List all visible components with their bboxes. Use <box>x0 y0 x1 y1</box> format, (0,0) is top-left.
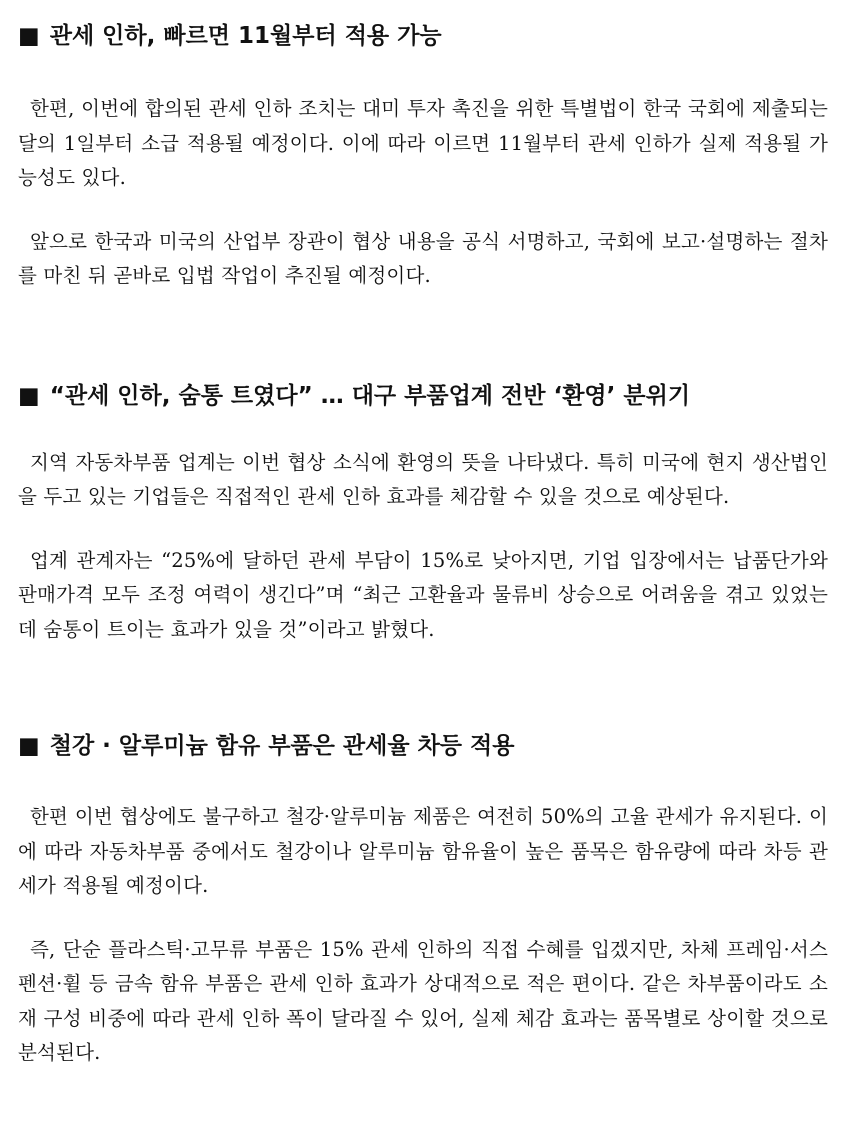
section-heading-text: “관세 인하, 숨통 트였다” … 대구 부품업계 전반 ‘환영’ 분위기 <box>49 382 691 409</box>
paragraph: 즉, 단순 플라스틱·고무류 부품은 15% 관세 인하의 직접 수혜를 입겠지만, 차체 프레임·서스펜션·휠 등 금속 함유 부품은 관세 인하 효과가 상대적으로 적은 편이다. 같은 차부품이라도 소재 구성 비중에 따라 관세 인하 폭이 달라질 수 있어, 실제 체감 효과는 품목별로 상이할 것으로 분석된다. <box>18 937 828 1064</box>
square-bullet-icon: ■ <box>18 733 40 759</box>
paragraph: 한편 이번 협상에도 불구하고 철강·알루미늄 제품은 여전히 50%의 고율 관세가 유지된다. 이에 따라 자동차부품 중에서도 철강이나 알루미늄 함유율이 높은 품목은 함유량에 따라 차등 관세가 적용될 예정이다. <box>18 805 828 897</box>
section-heading-industry-reaction <box>18 380 828 412</box>
section-heading-text: 철강 · 알루미늄 함유 부품은 관세율 차등 적용 <box>49 733 515 759</box>
section-heading-steel-aluminum <box>18 730 828 762</box>
paragraph: 지역 자동차부품 업계는 이번 협상 소식에 환영의 뜻을 나타냈다. 특히 미국에 현지 생산법인을 두고 있는 기업들은 직접적인 관세 인하 효과를 체감할 수 있을 것으로 예상된다. <box>18 450 828 508</box>
square-bullet-icon: ■ <box>18 23 40 49</box>
section-heading-tariff-timing <box>18 20 828 52</box>
paragraph: 앞으로 한국과 미국의 산업부 장관이 협상 내용을 공식 서명하고, 국회에 보고·설명하는 절차를 마친 뒤 곧바로 입법 작업이 추진될 예정이다. <box>18 229 828 287</box>
paragraph: 업계 관계자는 “25%에 달하던 관세 부담이 15%로 낮아지면, 기업 입장에서는 납품단가와 판매가격 모두 조정 여력이 생긴다”며 “최근 고환율과 물류비 상승으로 어려움을 겪고 있었는데 숨통이 트이는 효과가 있을 것”이라고 밝혔다. <box>18 548 828 641</box>
section-heading-text: 관세 인하, 빠르면 11월부터 적용 가능 <box>49 23 442 49</box>
paragraph: 한편, 이번에 합의된 관세 인하 조치는 대미 투자 촉진을 위한 특별법이 한국 국회에 제출되는 달의 1일부터 소급 적용될 예정이다. 이에 따라 이르면 11월부터 관세 인하가 실제 적용될 가능성도 있다. <box>18 97 828 189</box>
square-bullet-icon: ■ <box>18 382 40 409</box>
